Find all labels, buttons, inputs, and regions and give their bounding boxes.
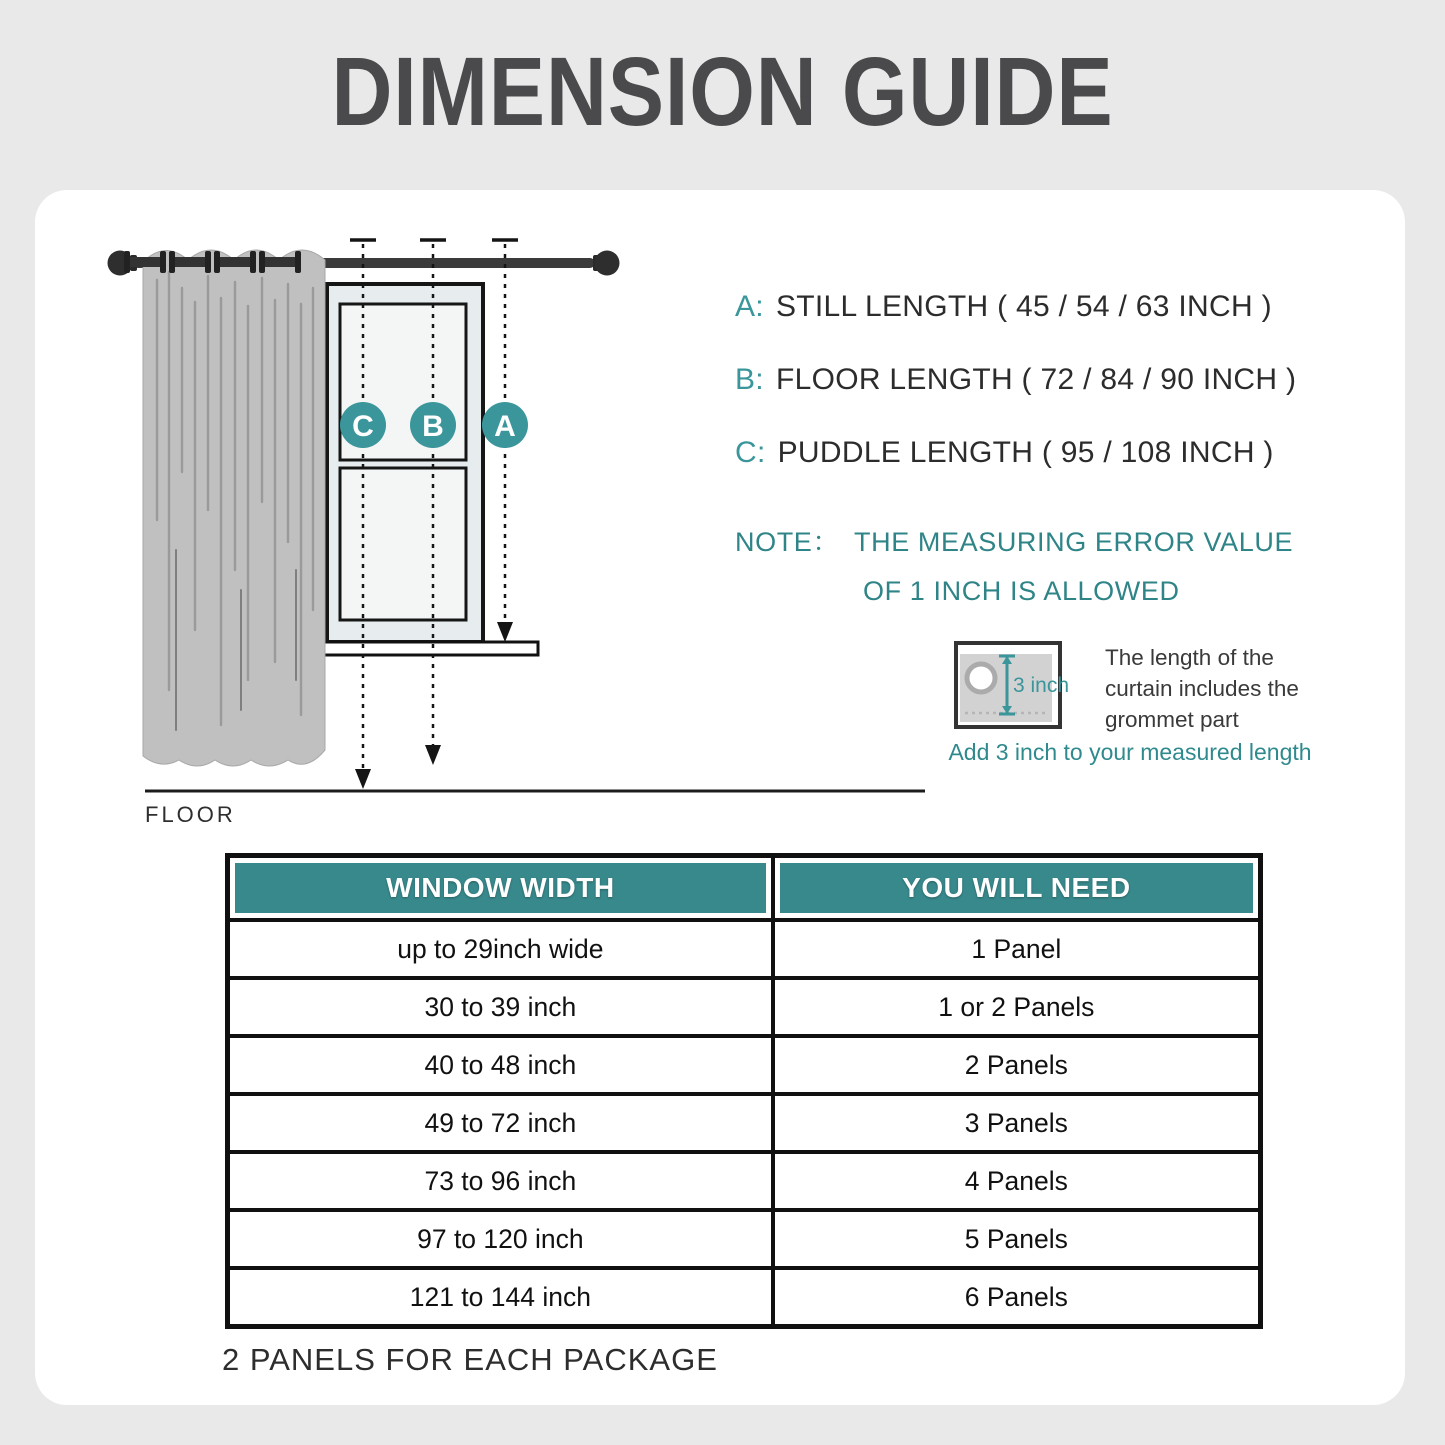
table-row: [230, 1034, 1258, 1092]
cell-panels-needed: 1 or 2 Panels: [771, 980, 1258, 1034]
note-line2: OF 1 INCH IS ALLOWED: [863, 576, 1180, 606]
cell-window-width: 30 to 39 inch: [424, 991, 577, 1022]
cell-window-width: up to 29inch wide: [397, 933, 604, 964]
length-text-b: FLOOR LENGTH ( 72 / 84 / 90 INCH ): [775, 363, 1297, 396]
table-row: [230, 1150, 1258, 1208]
length-row-c: [735, 436, 1274, 470]
header-cell-you-will-need: [771, 858, 1258, 918]
rod-finial-right: [595, 251, 620, 276]
length-row-a: [735, 290, 1272, 324]
badge-c-label: C: [352, 410, 374, 443]
note-prefix: NOTE：: [735, 527, 841, 557]
badge-b-label: B: [422, 410, 444, 443]
cell-panels-needed: 2 Panels: [771, 1038, 1258, 1092]
measure-badges: [340, 402, 528, 448]
add-three-inch-tip: Add 3 inch to your measured length: [948, 739, 1312, 765]
table-row: [230, 1266, 1258, 1324]
cell-panels-needed: 3 Panels: [771, 1096, 1258, 1150]
cell-panels-needed: 5 Panels: [771, 1212, 1258, 1266]
three-inch-label: 3 inch: [1013, 674, 1070, 697]
floor-label: FLOOR: [145, 802, 236, 827]
length-key-c: C:: [735, 436, 766, 469]
window-sill: [320, 642, 538, 655]
header-chip-window-width: WINDOW WIDTH: [235, 863, 766, 913]
header-cell-window-width: [230, 858, 771, 918]
note-line1: THE MEASURING ERROR VALUE: [854, 527, 1294, 557]
length-row-b: [735, 363, 1296, 397]
page-title: DIMENSION GUIDE: [331, 37, 1114, 146]
content-panel: [35, 190, 1405, 1405]
arrowhead-a: [497, 622, 513, 642]
table-row: [230, 1208, 1258, 1266]
cell-window-width: 73 to 96 inch: [424, 1165, 577, 1196]
length-text-c: PUDDLE LENGTH ( 95 / 108 INCH ): [777, 436, 1274, 469]
cell-window-width: 121 to 144 inch: [409, 1281, 591, 1312]
window-illustration: [320, 284, 538, 655]
grommet-ring-icon: [967, 664, 995, 692]
cell-window-width: 49 to 72 inch: [424, 1107, 577, 1138]
grommet-description: The length of the curtain includes the grommet part: [1105, 645, 1299, 732]
cell-panels-needed: 1 Panel: [771, 922, 1258, 976]
arrowhead-c: [355, 769, 371, 789]
badge-a-label: A: [494, 410, 516, 443]
length-key-a: A:: [735, 290, 764, 323]
cell-window-width: 97 to 120 inch: [417, 1223, 584, 1254]
panel-quantity-table: [225, 853, 1263, 1329]
header-chip-you-will-need: YOU WILL NEED: [780, 863, 1253, 913]
table-row: [230, 1092, 1258, 1150]
measuring-note: [735, 520, 1293, 607]
package-note: 2 PANELS FOR EACH PACKAGE: [222, 1342, 718, 1377]
grommet-length-figure: [953, 640, 1123, 735]
table-header-row: [230, 858, 1258, 918]
length-key-b: B:: [735, 363, 764, 396]
cell-window-width: 40 to 48 inch: [424, 1049, 577, 1080]
cell-panels-needed: 4 Panels: [771, 1154, 1258, 1208]
curtain-panel: [124, 250, 325, 766]
arrowhead-b: [425, 745, 441, 765]
cell-panels-needed: 6 Panels: [771, 1270, 1258, 1324]
table-row: [230, 976, 1258, 1034]
length-text-a: STILL LENGTH ( 45 / 54 / 63 INCH ): [775, 290, 1272, 323]
table-row: [230, 918, 1258, 976]
